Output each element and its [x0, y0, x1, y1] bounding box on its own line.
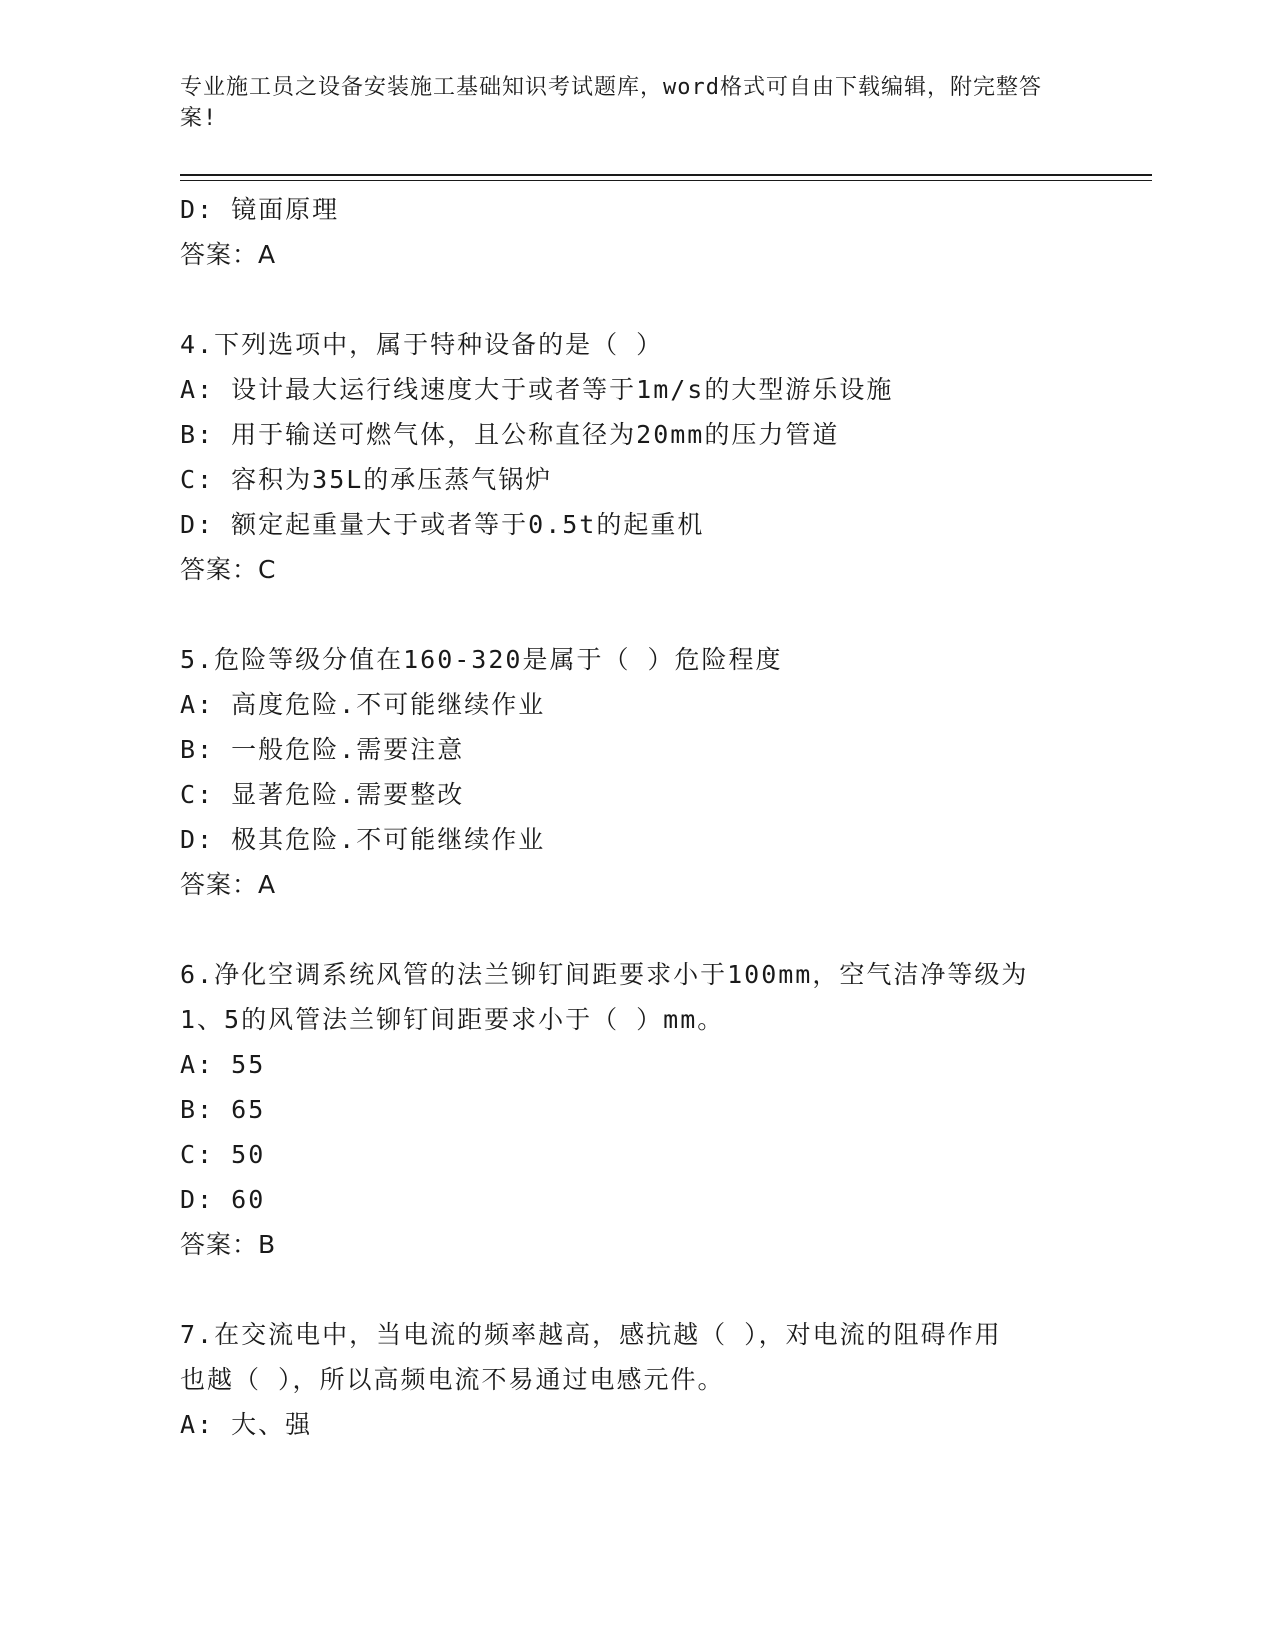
q6-text-line1: 6.净化空调系统风管的法兰铆钉间距要求小于100mm，空气洁净等级为	[180, 960, 1029, 989]
q3-answer: 答案：A	[180, 240, 277, 269]
question-list	[180, 187, 1080, 1447]
spacer	[180, 277, 1080, 322]
q4-text: 4.下列选项中，属于特种设备的是（ ）	[180, 330, 664, 359]
q5-text: 5.危险等级分值在160-320是属于（ ）危险程度	[180, 645, 783, 674]
q6-option-c: C: 50	[180, 1140, 266, 1169]
spacer	[180, 592, 1080, 637]
q7-option-a: A: 大、强	[180, 1410, 313, 1439]
q6-option-b: B: 65	[180, 1095, 266, 1124]
q6-option-a: A: 55	[180, 1050, 266, 1079]
q5-option-c: C: 显著危险.需要整改	[180, 780, 465, 809]
q5-option-b: B: 一般危险.需要注意	[180, 735, 465, 764]
q6-option-d: D: 60	[180, 1185, 266, 1214]
q4-option-d: D: 额定起重量大于或者等于0.5t的起重机	[180, 510, 705, 539]
q5-answer: 答案：A	[180, 870, 277, 899]
q5-option-a: A: 高度危险.不可能继续作业	[180, 690, 546, 719]
header-divider-thin	[180, 180, 1152, 181]
spacer	[180, 1267, 1080, 1312]
q4-option-c: C: 容积为35L的承压蒸气锅炉	[180, 465, 553, 494]
q5-option-d: D: 极其危险.不可能继续作业	[180, 825, 546, 854]
q7-text-line2: 也越（ ），所以高频电流不易通过电感元件。	[180, 1365, 725, 1394]
header-divider-thick	[180, 174, 1152, 176]
q4-option-b: B: 用于输送可燃气体，且公称直径为20mm的压力管道	[180, 420, 840, 449]
q6-answer: 答案：B	[180, 1230, 277, 1259]
q3-option-d: D: 镜面原理	[180, 195, 340, 224]
document-header: 专业施工员之设备安装施工基础知识考试题库，word格式可自由下载编辑，附完整答案!	[180, 75, 1042, 131]
spacer	[180, 907, 1080, 952]
q4-answer: 答案：C	[180, 555, 277, 584]
q6-text-line2: 1、5的风管法兰铆钉间距要求小于（ ）mm。	[180, 1005, 725, 1034]
q7-text-line1: 7.在交流电中，当电流的频率越高，感抗越（ ），对电流的阻碍作用	[180, 1320, 1002, 1349]
q4-option-a: A: 设计最大运行线速度大于或者等于1m/s的大型游乐设施	[180, 375, 894, 404]
